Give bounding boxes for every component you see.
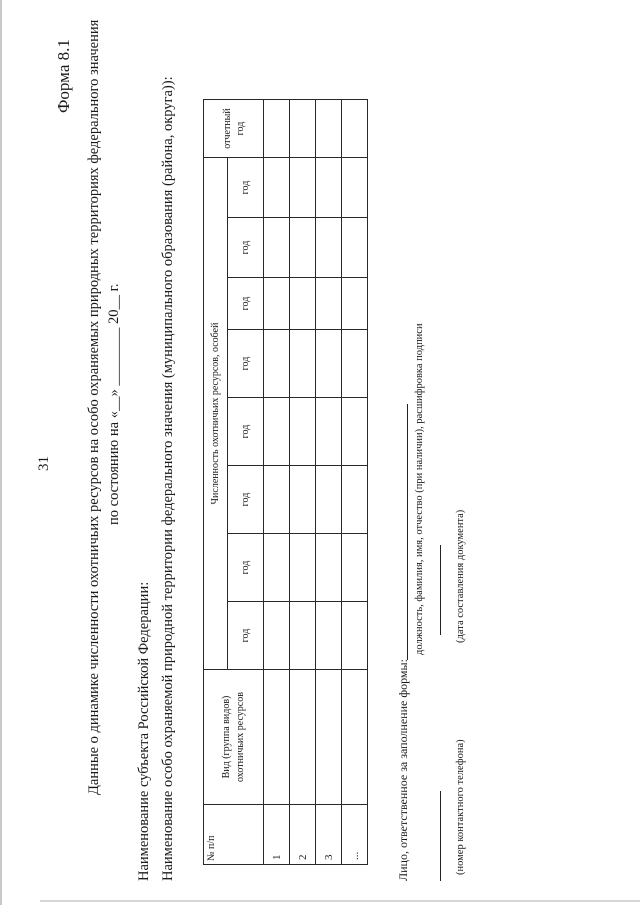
document-title: Данные о динамике численности охотничьих ресурсов на особо охраняемых природных территориях федерального значения	[86, 19, 102, 795]
page-number: 31	[36, 456, 52, 471]
table-row	[342, 100, 368, 865]
header-year: год	[228, 278, 264, 330]
signature-caption: должность, фамилия, имя, отчество (при наличии), расшифровка подписи	[414, 323, 425, 655]
date-caption: (дата составления документа)	[455, 509, 466, 643]
row-number: 2	[290, 805, 316, 865]
header-species: Вид (группа видов) охотничьих ресурсов	[204, 670, 264, 805]
header-year: год	[228, 158, 264, 218]
header-year: год	[228, 218, 264, 278]
header-reporting-year: отчетный год	[204, 100, 264, 158]
as-of-date: по состоянию на «__» ________ 20__ г.	[106, 283, 122, 525]
table-row	[316, 100, 342, 865]
table-row	[290, 100, 316, 865]
phone-caption: (номер контактного телефона)	[455, 739, 466, 875]
row-number: ...	[342, 805, 368, 865]
header-year: год	[228, 330, 264, 398]
date-line	[440, 545, 441, 635]
signature-line	[407, 404, 408, 660]
responsible-person-label: Лицо, ответственное за заполнение формы:	[396, 659, 410, 881]
header-population: Численность охотничьих ресурсов, особей	[204, 158, 228, 670]
table-row	[264, 100, 290, 865]
form-label: Форма 8.1	[54, 39, 73, 113]
subject-label: Наименование субъекта Российской Федерации:	[136, 581, 152, 881]
header-year: год	[228, 534, 264, 602]
territory-label: Наименование особо охраняемой природной территории федерального значения (муниципального образования (района, округа)):	[160, 76, 176, 881]
resource-dynamics-table	[203, 99, 368, 865]
header-year: год	[228, 602, 264, 670]
header-row-number: № п/п	[204, 805, 264, 865]
row-number: 1	[264, 805, 290, 865]
header-year: год	[228, 398, 264, 466]
header-year: год	[228, 466, 264, 534]
row-number: 3	[316, 805, 342, 865]
phone-line	[440, 791, 441, 881]
